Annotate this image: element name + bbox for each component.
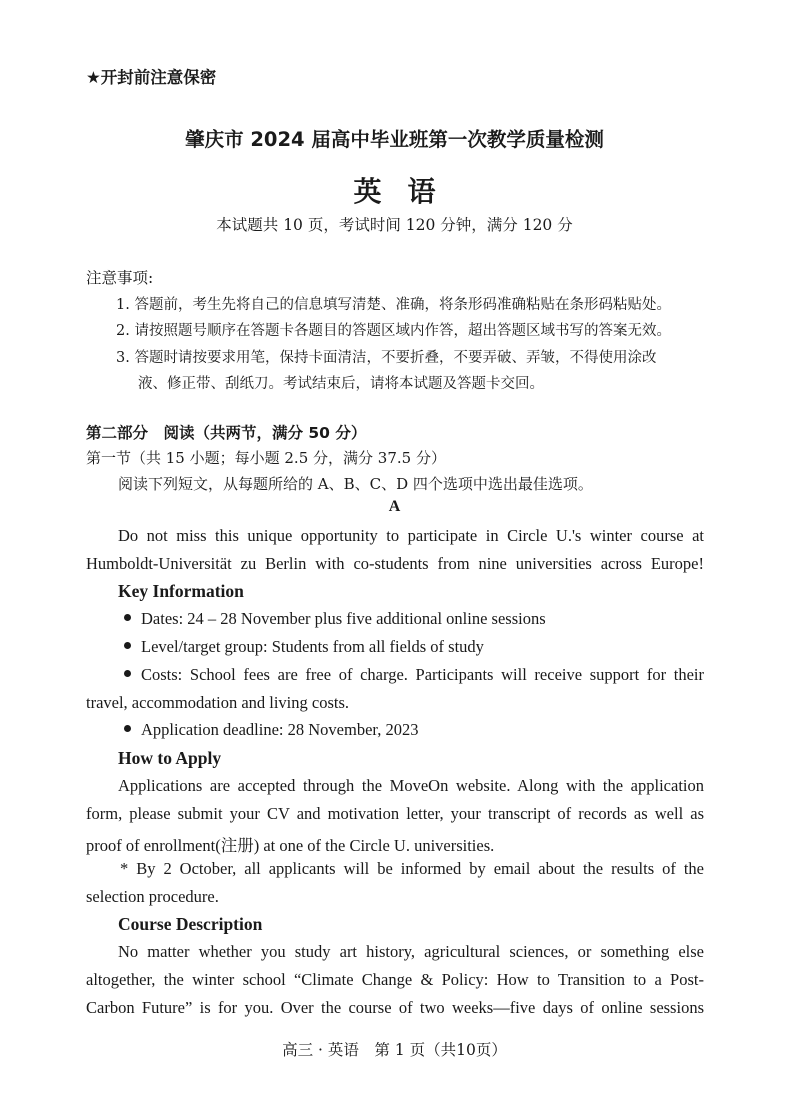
part-heading: 第二部分 阅读（共两节，满分 50 分） bbox=[86, 424, 367, 442]
exam-title: 肇庆市 2024 届高中毕业班第一次教学质量检测 bbox=[185, 128, 604, 151]
apply-paragraph-line: form, please submit your CV and motivation letter, your transcript of records as well as bbox=[86, 804, 704, 823]
section-heading: 第一节（共 15 小题；每小题 2.5 分，满分 37.5 分） bbox=[86, 449, 446, 467]
passage-intro-line: Do not miss this unique opportunity to participate in Circle U.'s winter course at bbox=[118, 526, 704, 545]
dates-text: Dates: 24 – 28 November plus five additional online sessions bbox=[141, 609, 546, 628]
note-item: 3. 答题时请按要求用笔，保持卡面清洁，不要折叠，不要弄破、弄皱，不得使用涂改 bbox=[116, 350, 657, 366]
key-info-heading: Key Information bbox=[118, 581, 244, 601]
costs-text-continued: travel, accommodation and living costs. bbox=[86, 693, 350, 712]
key-info-item bbox=[124, 720, 418, 740]
bullet-icon bbox=[124, 670, 131, 677]
notification-note-line: selection procedure. bbox=[86, 887, 219, 906]
passage-intro-line: Humboldt-Universität zu Berlin with co-students from nine universities across Europe! bbox=[86, 554, 704, 573]
apply-heading: How to Apply bbox=[118, 748, 222, 768]
notes-heading: 注意事项: bbox=[86, 269, 154, 287]
key-info-item bbox=[124, 609, 546, 629]
course-paragraph-line: No matter whether you study art history, agricultural sciences, or something else bbox=[118, 942, 704, 961]
bullet-icon bbox=[124, 725, 131, 732]
passage-letter: A bbox=[388, 498, 401, 515]
course-paragraph-line: altogether, the winter school “Climate Change & Policy: How to Transition to a Post- bbox=[86, 970, 704, 989]
exam-info: 本试题共 10 页，考试时间 120 分钟，满分 120 分 bbox=[216, 216, 573, 234]
note-item: 1. 答题前，考生先将自己的信息填写清楚、准确，将条形码准确粘贴在条形码粘贴处。 bbox=[116, 297, 671, 313]
confidential-notice: ★开封前注意保密 bbox=[86, 68, 217, 87]
notification-note-line: * By 2 October, all applicants will be informed by email about the results of the bbox=[120, 859, 704, 878]
apply-paragraph-line: proof of enrollment(注册) at one of the Circle U. universities. bbox=[86, 836, 495, 855]
apply-paragraph-line: Applications are accepted through the MoveOn website. Along with the application bbox=[118, 776, 704, 795]
costs-text: Costs: School fees are free of charge. Participants will receive support for their bbox=[141, 665, 704, 684]
page-footer: 高三 · 英语 第 1 页（共10页） bbox=[282, 1041, 507, 1059]
course-heading: Course Description bbox=[118, 914, 263, 934]
deadline-text: Application deadline: 28 November, 2023 bbox=[141, 720, 419, 739]
note-item-continued: 液、修正带、刮纸刀。考试结束后，请将本试题及答题卡交回。 bbox=[138, 376, 544, 392]
key-info-item bbox=[124, 637, 484, 657]
course-paragraph-line: Carbon Future” is for you. Over the course of two weeks—five days of online sessions bbox=[86, 998, 704, 1017]
level-text: Level/target group: Students from all fields of study bbox=[141, 637, 484, 656]
subject-title: 英语 bbox=[353, 175, 462, 208]
instruction: 阅读下列短文，从每题所给的 A、B、C、D 四个选项中选出最佳选项。 bbox=[118, 475, 593, 493]
key-info-item bbox=[124, 665, 704, 685]
bullet-icon bbox=[124, 614, 131, 621]
note-item: 2. 请按照题号顺序在答题卡各题目的答题区域内作答，超出答题区域书写的答案无效。 bbox=[116, 323, 671, 339]
bullet-icon bbox=[124, 642, 131, 649]
